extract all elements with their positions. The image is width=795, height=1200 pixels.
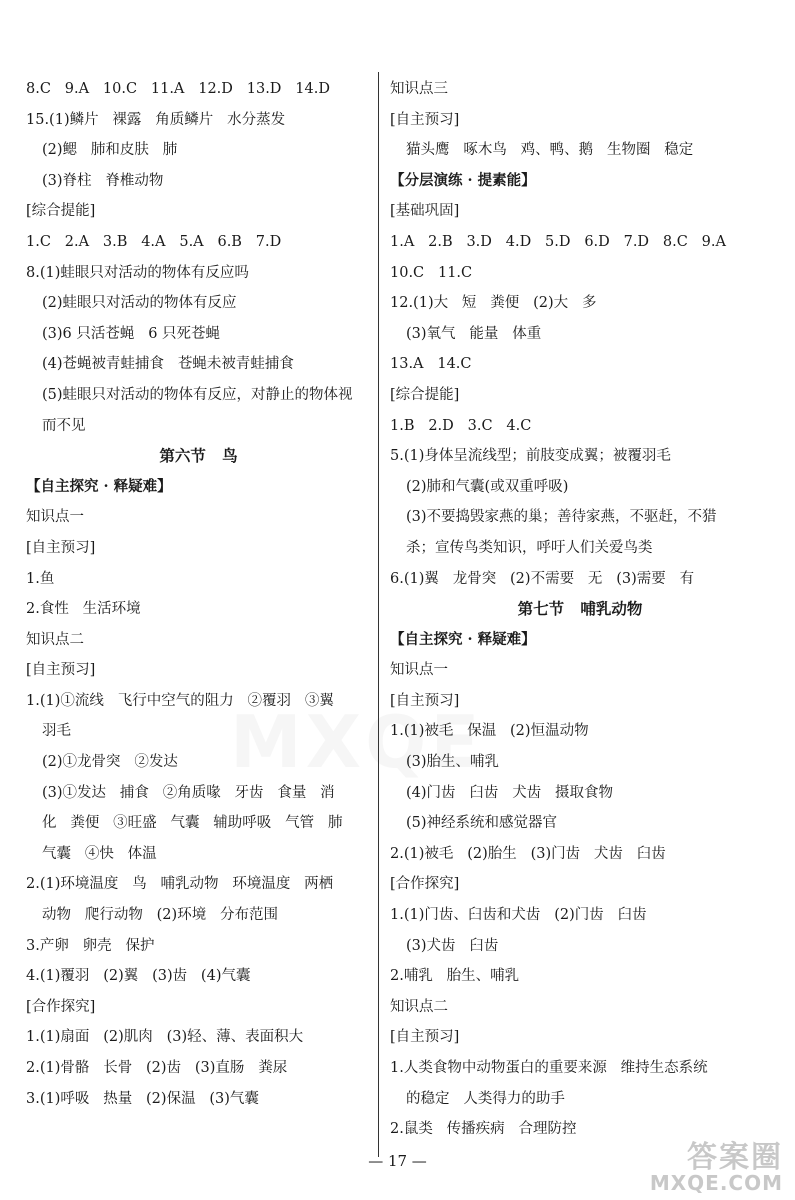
answer-line: 2.鼠类 传播疾病 合理防控 bbox=[390, 1121, 577, 1138]
answer-line: (2)肺和气囊(或双重呼吸) bbox=[406, 478, 569, 495]
knowledge-point-label: 知识点一 bbox=[390, 662, 448, 679]
answer-line: 1.鱼 bbox=[26, 570, 55, 587]
knowledge-point-label: 知识点二 bbox=[390, 998, 448, 1015]
answer-line: 1.(1)被毛 保温 (2)恒温动物 bbox=[390, 723, 589, 740]
subsection-label: [合作探究] bbox=[390, 876, 460, 893]
answer-line: (4)苍蝇被青蛙捕食 苍蝇未被青蛙捕食 bbox=[42, 356, 294, 373]
answer-line: 2.(1)被毛 (2)胎生 (3)门齿 犬齿 臼齿 bbox=[390, 845, 666, 862]
answer-line: 动物 爬行动物 (2)环境 分布范围 bbox=[42, 907, 279, 924]
answer-line: (4)门齿 臼齿 犬齿 摄取食物 bbox=[406, 784, 614, 801]
answer-line: (3)脊柱 脊椎动物 bbox=[42, 172, 164, 189]
subsection-label: [自主预习] bbox=[26, 539, 96, 556]
subsection-label: [自主预习] bbox=[390, 111, 460, 128]
answer-line: 1.(1)①流线 飞行中空气的阻力 ②覆羽 ③翼 bbox=[26, 692, 334, 709]
answer-line: (2)蛙眼只对活动的物体有反应 bbox=[42, 295, 237, 312]
answer-line: 气囊 ④快 体温 bbox=[42, 845, 157, 862]
page-number: — 17 — bbox=[368, 1152, 427, 1170]
answer-line: 15.(1)鳞片 裸露 角质鳞片 水分蒸发 bbox=[26, 111, 286, 128]
knowledge-point-label: 知识点一 bbox=[26, 509, 84, 526]
section-banner: 【分层演练 · 提素能】 bbox=[390, 171, 536, 189]
answer-line: (3)氧气 能量 体重 bbox=[406, 325, 542, 342]
answer-line: 1.人类食物中动物蛋白的重要来源 维持生态系统 bbox=[390, 1060, 708, 1076]
answer-line: (3)犬齿 臼齿 bbox=[406, 937, 499, 954]
right-column bbox=[390, 74, 770, 1145]
section-heading: 第七节 哺乳动物 bbox=[517, 599, 643, 619]
section-banner: 【自主探究 · 释疑难】 bbox=[26, 477, 172, 495]
answer-line: 化 粪便 ③旺盛 气囊 辅助呼吸 气管 肺 bbox=[42, 815, 343, 832]
answer-line: 2.(1)环境温度 鸟 哺乳动物 环境温度 两栖 bbox=[26, 876, 334, 893]
answer-line: (3)①发达 捕食 ②角质喙 牙齿 食量 消 bbox=[42, 784, 335, 801]
answer-line: (2)①龙骨突 ②发达 bbox=[42, 754, 178, 771]
answer-line: (3)6 只活苍蝇 6 只死苍蝇 bbox=[42, 325, 221, 342]
answer-line: 3.(1)呼吸 热量 (2)保温 (3)气囊 bbox=[26, 1090, 259, 1107]
answer-line: (3)胎生、哺乳 bbox=[406, 754, 500, 771]
answer-line: 8.(1)蛙眼只对活动的物体有反应吗 bbox=[26, 264, 249, 281]
site-watermark-logo bbox=[649, 1139, 783, 1195]
answer-line: 的稳定 人类得力的助手 bbox=[406, 1090, 565, 1107]
watermark-url: MXQE.COM bbox=[649, 1171, 783, 1195]
section-banner: 【自主探究 · 释疑难】 bbox=[390, 630, 536, 648]
subsection-label: [综合提能] bbox=[26, 203, 96, 220]
answer-line: 8.C 9.A 10.C 11.A 12.D 13.D 14.D bbox=[26, 81, 330, 97]
answer-line: 1.B 2.D 3.C 4.C bbox=[390, 417, 532, 434]
answer-line: (2)鳃 肺和皮肤 肺 bbox=[42, 142, 178, 159]
answer-line: (3)不要捣毁家燕的巢；善待家燕，不驱赶，不猎 bbox=[406, 509, 717, 526]
answer-line: 13.A 14.C bbox=[390, 356, 472, 373]
answer-line: 3.产卵 卵壳 保护 bbox=[26, 937, 155, 954]
answer-line: 1.(1)门齿、臼齿和犬齿 (2)门齿 臼齿 bbox=[390, 907, 647, 924]
answer-line: (5)神经系统和感觉器官 bbox=[406, 815, 558, 832]
subsection-label: [合作探究] bbox=[26, 998, 96, 1015]
answer-line: 12.(1)大 短 粪便 (2)大 多 bbox=[390, 295, 597, 312]
answer-line: 5.(1)身体呈流线型；前肢变成翼；被覆羽毛 bbox=[390, 448, 671, 465]
section-heading: 第六节 鸟 bbox=[159, 446, 238, 466]
subsection-label: [基础巩固] bbox=[390, 203, 460, 220]
answer-line: 1.C 2.A 3.B 4.A 5.A 6.B 7.D bbox=[26, 233, 282, 250]
column-divider bbox=[378, 72, 379, 1157]
answer-line: 2.食性 生活环境 bbox=[26, 601, 141, 618]
knowledge-point-label: 知识点三 bbox=[390, 81, 448, 97]
answer-line: 杀；宣传鸟类知识，呼吁人们关爱鸟类 bbox=[406, 539, 653, 556]
answer-line: 10.C 11.C bbox=[390, 264, 473, 281]
answer-line: 4.(1)覆羽 (2)翼 (3)齿 (4)气囊 bbox=[26, 968, 251, 985]
subsection-label: [自主预习] bbox=[390, 1029, 460, 1046]
subsection-label: [自主预习] bbox=[26, 662, 96, 679]
watermark-title: 答案圈 bbox=[687, 1139, 783, 1175]
answer-line: 1.(1)扇面 (2)肌肉 (3)轻、薄、表面积大 bbox=[26, 1029, 304, 1046]
answer-line: (5)蛙眼只对活动的物体有反应，对静止的物体视 bbox=[42, 386, 353, 403]
answer-line: 2.哺乳 胎生、哺乳 bbox=[390, 968, 520, 985]
answer-line: 1.A 2.B 3.D 4.D 5.D 6.D 7.D 8.C 9.A bbox=[390, 233, 726, 250]
subsection-label: [自主预习] bbox=[390, 692, 460, 709]
subsection-label: [综合提能] bbox=[390, 386, 460, 403]
answer-line: 而不见 bbox=[42, 417, 86, 434]
answer-line: 2.(1)骨骼 长骨 (2)齿 (3)直肠 粪尿 bbox=[26, 1060, 288, 1076]
knowledge-point-label: 知识点二 bbox=[26, 631, 84, 648]
answer-line: 6.(1)翼 龙骨突 (2)不需要 无 (3)需要 有 bbox=[390, 570, 695, 587]
left-column bbox=[26, 74, 371, 1114]
answer-line: 羽毛 bbox=[42, 723, 71, 740]
answer-line: 猫头鹰 啄木鸟 鸡、鸭、鹅 生物圈 稳定 bbox=[406, 142, 694, 159]
